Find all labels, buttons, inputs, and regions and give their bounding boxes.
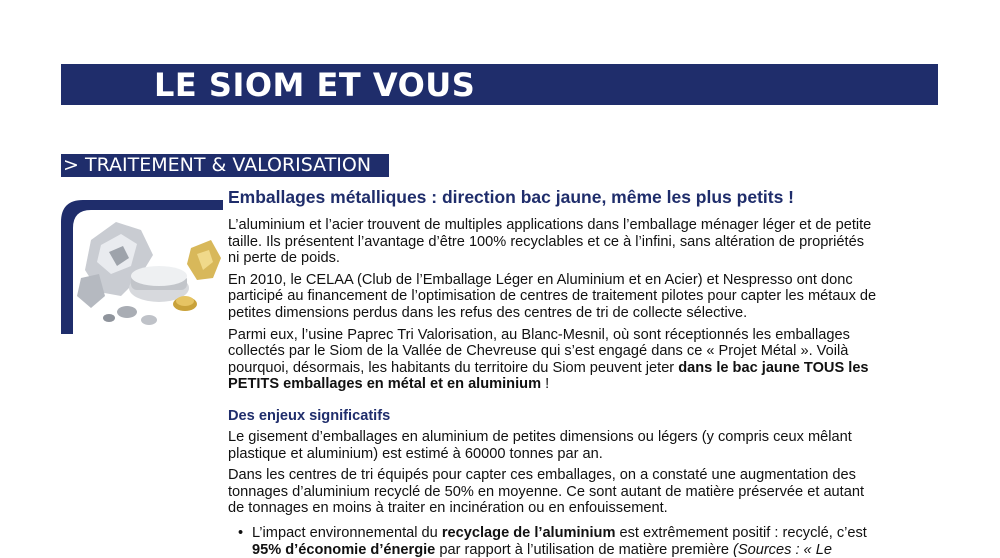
paragraph-3-end: ! <box>541 376 550 393</box>
header-banner <box>61 64 938 105</box>
section-tag: > TRAITEMENT & VALORISATION <box>61 154 389 177</box>
paragraph-3-start: Parmi eux, l’usine Paprec Tri Valorisation, au Blanc-Mesnil, où sont réceptionnés les emballages collectés par le Siom de la Vallée de Chevreuse qui s’est engagé dans ce « Projet Métal ». Voilà pourquoi, désormais, les habitants du territoire du Siom peuvent jeter <box>228 326 850 376</box>
paragraph-3 <box>228 327 878 393</box>
subheading: Des enjeux significatifs <box>228 407 391 424</box>
paragraph-1: L’aluminium et l’acier trouvent de multiples applications dans l’emballage ménager léger et de petite taille. Ils présentent l’avantage d’être 100% recyclables et ce à l’infini, sans altération de propriétés ni perte de poids. <box>228 217 872 267</box>
bullet-text-c: est extrêmement positif : recyclé, c’est <box>615 524 867 541</box>
aluminium-packaging-photo <box>61 200 223 334</box>
bullet-text-f: (Sources : « Le <box>733 541 832 558</box>
bullet-text-e: par rapport à l’utilisation de matière première <box>435 541 733 558</box>
bullet-text-a: L’impact environnemental du <box>252 524 442 541</box>
article-heading: Emballages métalliques : direction bac jaune, même les plus petits ! <box>228 187 795 207</box>
bullet-item <box>238 524 878 558</box>
photo-illustration <box>61 200 223 334</box>
bullet-icon: • <box>238 524 244 541</box>
bullet-text-d: 95% d’économie d’énergie <box>252 541 436 558</box>
page-title: LE SIOM ET VOUS <box>154 66 476 104</box>
bullet-text-b: recyclage de l’aluminium <box>441 524 616 541</box>
paragraph-2: En 2010, le CELAA (Club de l’Emballage Léger en Aluminium et en Acier) et Nespresso ont donc participé au financement de l’optimisation de centres de traitement pilotes pour capter les métaux de petites dimensions perdus dans les refus des centres de tri de collecte sélective. <box>228 271 877 321</box>
paragraph-3-bold: dans le bac jaune TOUS les PETITS emballages en métal et en aluminium <box>228 359 869 393</box>
paragraph-5: Dans les centres de tri équipés pour capter ces emballages, on a constaté une augmentation des tonnages d’aluminium recyclé de 50% en moyenne. Ce sont autant de matière préservée et autant de tonnages en moins à traiter en incinération ou en enfouissement. <box>228 467 865 517</box>
article <box>228 186 878 558</box>
paragraph-4: Le gisement d’emballages en aluminium de petites dimensions ou légers (y compris ceux mêlant plastique et aluminium) est estimé à 60000 tonnes par an. <box>228 428 852 462</box>
